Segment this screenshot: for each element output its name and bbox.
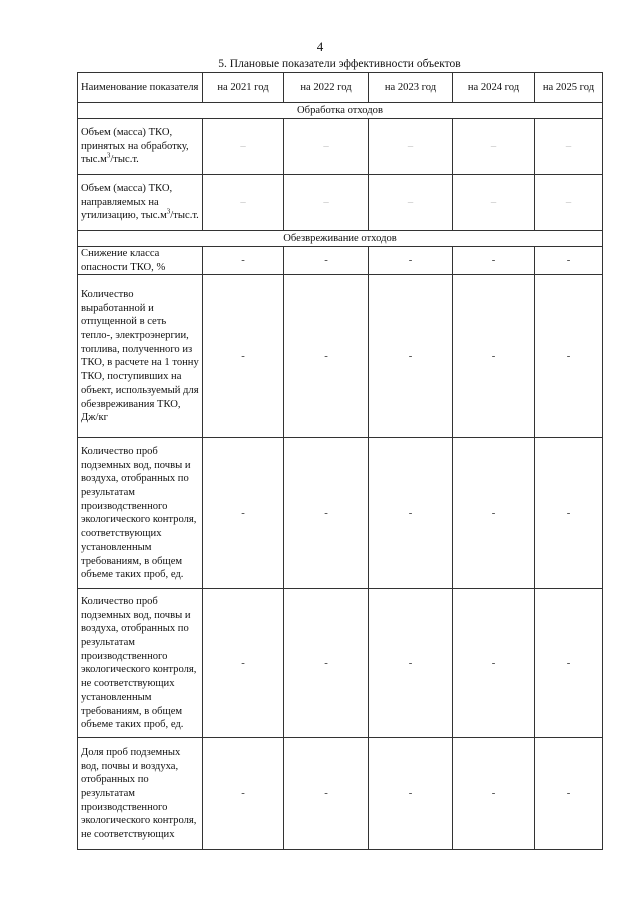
cell-value: – (369, 175, 453, 231)
cell-value: - (535, 438, 603, 589)
header-year: на 2023 год (369, 73, 453, 103)
cell-value: – (203, 119, 284, 175)
cell-value: - (284, 589, 369, 738)
cell-value: - (284, 275, 369, 438)
performance-table (77, 72, 603, 850)
table-row (78, 119, 603, 175)
table-title: 5. Плановые показатели эффективности объектов (218, 58, 461, 70)
table-row (78, 738, 603, 850)
row-name: Доля проб подземных вод, почвы и воздуха, отобранных по результатам производственного экологического контроля, не соответствующих (78, 738, 203, 850)
table-row (78, 438, 603, 589)
cell-value: - (369, 275, 453, 438)
cell-value: – (453, 175, 535, 231)
row-name: Объем (масса) ТКО, направляемых на утилизацию, $тыс.м^3/тыс.т$. (78, 175, 203, 231)
row-name: Количество проб подземных вод, почвы и воздуха, отобранных по результатам производственного экологического контроля, не соответствующих установленным требованиям, в общем объеме таких проб, ед. (78, 589, 203, 738)
table-row (78, 275, 603, 438)
row-name: Объем (масса) ТКО, принятых на обработку, $тыс.м^3/тыс.т$. (78, 119, 203, 175)
cell-value: - (535, 247, 603, 275)
cell-value: - (203, 247, 284, 275)
cell-value: – (284, 175, 369, 231)
cell-value: - (535, 738, 603, 850)
cell-value: – (203, 175, 284, 231)
cell-value: - (203, 589, 284, 738)
cell-value: – (369, 119, 453, 175)
cell-value: - (369, 247, 453, 275)
header-name: Наименование показателя (78, 73, 203, 103)
cell-value: - (535, 589, 603, 738)
row-name: Количество проб подземных вод, почвы и воздуха, отобранных по результатам производственного экологического контроля, соответствующих установленным требованиям, в общем объеме таких проб, ед. (78, 438, 203, 589)
cell-value: - (284, 738, 369, 850)
cell-value: - (284, 438, 369, 589)
cell-value: - (453, 438, 535, 589)
table-row (78, 589, 603, 738)
cell-value: - (453, 247, 535, 275)
header-year: на 2021 год (203, 73, 284, 103)
header-year: на 2022 год (284, 73, 369, 103)
row-name: Снижение класса опасности ТКО, % (78, 247, 203, 275)
header-year: на 2025 год (535, 73, 603, 103)
section-title: Обезвреживание отходов (78, 231, 603, 247)
cell-value: - (453, 275, 535, 438)
section-title: Обработка отходов (78, 103, 603, 119)
cell-value: – (284, 119, 369, 175)
cell-value: – (535, 119, 603, 175)
cell-value: - (369, 738, 453, 850)
row-name: Количество выработанной и отпущенной в сеть тепло-, электроэнергии, топлива, полученного из ТКО, в расчете на 1 тонну ТКО, поступивших на объект, используемый для обезвреживания ТКО, Дж/кг (78, 275, 203, 438)
cell-value: – (453, 119, 535, 175)
header-year: на 2024 год (453, 73, 535, 103)
cell-value: - (203, 438, 284, 589)
cell-value: - (284, 247, 369, 275)
cell-value: - (369, 589, 453, 738)
table-row (78, 175, 603, 231)
cell-value: - (203, 275, 284, 438)
cell-value: - (369, 438, 453, 589)
cell-value: - (453, 589, 535, 738)
cell-value: - (535, 275, 603, 438)
cell-value: - (453, 738, 535, 850)
cell-value: - (203, 738, 284, 850)
table-row (78, 247, 603, 275)
page-number: 4 (316, 39, 324, 54)
cell-value: – (535, 175, 603, 231)
header-row (78, 73, 603, 103)
